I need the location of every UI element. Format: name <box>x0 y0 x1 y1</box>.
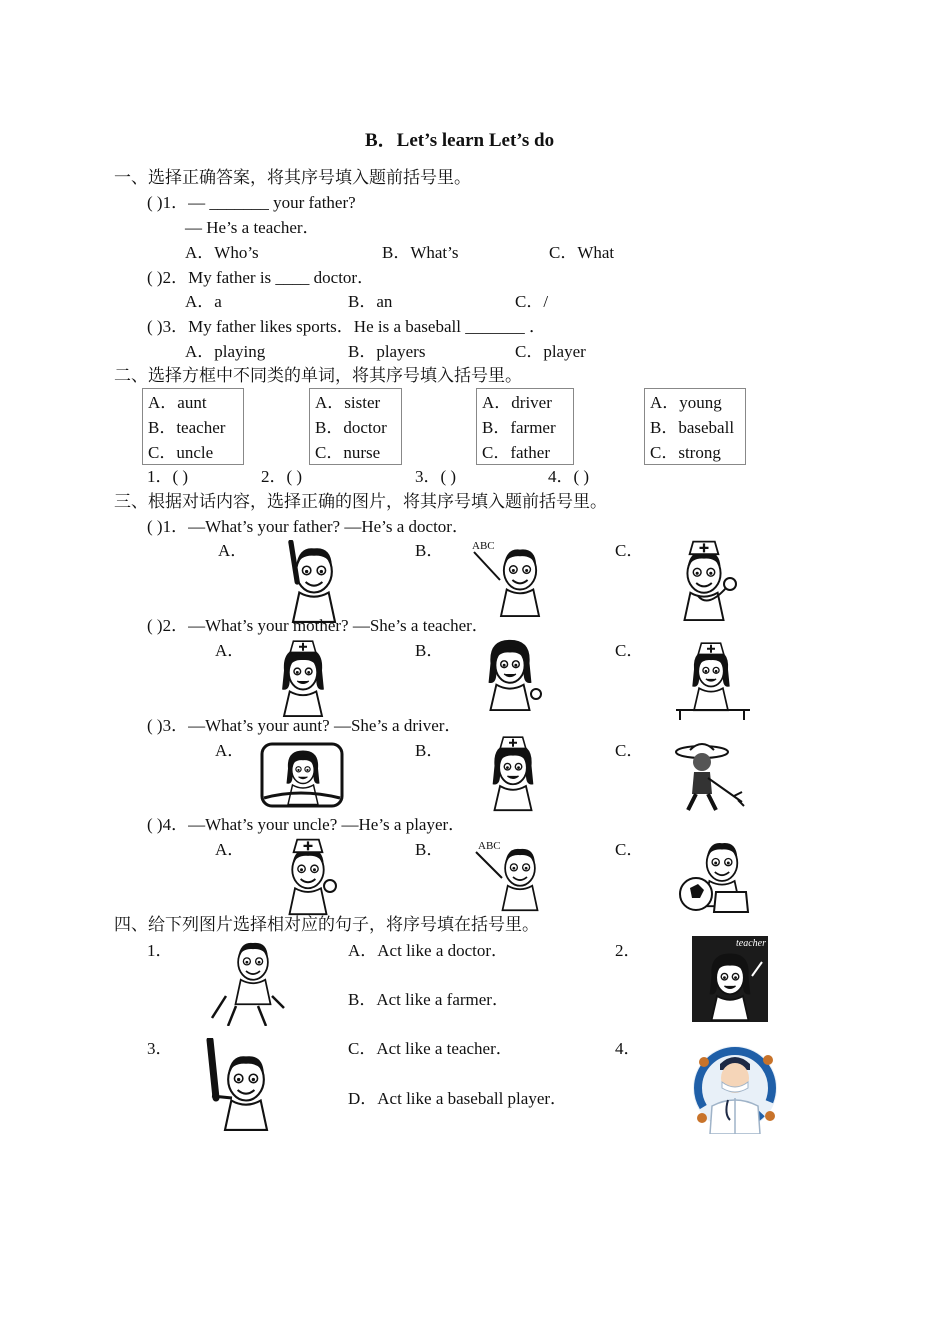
s4-number-2: 2． <box>615 941 641 960</box>
s3-q4-label-c: C． <box>615 840 644 859</box>
box-4-option-c: C．strong <box>650 443 721 462</box>
s2-answer-1[interactable]: 1．( ) <box>147 467 189 486</box>
s1-q2-option-b: B．an <box>348 292 393 311</box>
s1-q1-line2: — He’s a teacher． <box>185 218 320 237</box>
s1-q1-stem: ( )1．— _______ your father? <box>147 193 356 212</box>
boy-acting-picture <box>206 936 288 1026</box>
s4-sentence-a: A．Act like a doctor． <box>348 941 509 960</box>
s2-answer-3[interactable]: 3．( ) <box>415 467 457 486</box>
s3-q2-stem: ( )2．—What’s your mother? —She’s a teacher． <box>147 616 489 635</box>
section-1-heading: 一、选择正确答案，将其序号填入题前括号里。 <box>114 168 471 188</box>
s4-sentence-b: B．Act like a farmer． <box>348 990 509 1009</box>
s1-q2-option-a: A．a <box>185 292 222 311</box>
s3-q1-label-c: C． <box>615 541 644 560</box>
box-2-option-a: A．sister <box>315 393 381 412</box>
box-1-option-c: C．uncle <box>148 443 214 462</box>
s2-answer-2[interactable]: 2．( ) <box>261 467 303 486</box>
section-3-heading: 三、根据对话内容，选择正确的图片，将其序号填入题前括号里。 <box>114 492 607 512</box>
doctor-picture <box>668 538 742 622</box>
s1-q1-option-b: B．What’s <box>382 243 459 262</box>
s3-q2-label-a: A． <box>215 641 245 660</box>
s3-q3-stem: ( )3．—What’s your aunt? —She’s a driver． <box>147 716 462 735</box>
s3-q2-label-c: C． <box>615 641 644 660</box>
blackboard-abc-text: ABC <box>472 540 495 552</box>
teacher-picture <box>470 540 552 618</box>
s3-q1-label-b: B． <box>415 541 444 560</box>
s1-q1-option-a: A．Who’s <box>185 243 259 262</box>
s3-q3-label-a: A． <box>215 741 245 760</box>
s3-q4-label-b: B． <box>415 840 444 859</box>
s3-q2-label-b: B． <box>415 641 444 660</box>
s4-number-3: 3． <box>147 1039 173 1058</box>
s1-q3-option-a: A．playing <box>185 342 266 361</box>
s3-q3-label-c: C． <box>615 741 644 760</box>
s3-q4-label-a: A． <box>215 840 245 859</box>
box-1-option-b: B．teacher <box>148 418 226 437</box>
woman-teacher-picture <box>470 632 548 712</box>
baseball-batter-picture <box>198 1038 280 1134</box>
s4-sentence-d: D．Act like a baseball player． <box>348 1089 568 1108</box>
baseball-player-picture <box>282 540 346 624</box>
s1-q3-option-c: C．player <box>515 342 586 361</box>
s1-q3-stem: ( )3．My father likes sports．He is a baseball _______ ． <box>147 317 546 336</box>
box-3-option-c: C．father <box>482 443 550 462</box>
section-2-heading: 二、选择方框中不同类的单词，将其序号填入括号里。 <box>114 366 522 386</box>
word-box-1 <box>142 388 244 465</box>
blackboard-teacher-picture <box>692 936 768 1022</box>
s4-sentence-c: C．Act like a teacher． <box>348 1039 513 1058</box>
s1-q2-stem: ( )2．My father is ____ doctor． <box>147 268 375 287</box>
teacher-picture-2 <box>470 840 550 912</box>
word-box-2 <box>309 388 402 465</box>
s2-answer-4[interactable]: 4．( ) <box>548 467 590 486</box>
doctor-icon <box>690 1042 780 1134</box>
s3-q3-label-b: B． <box>415 741 444 760</box>
s1-q2-option-c: C．/ <box>515 292 549 311</box>
s4-number-4: 4． <box>615 1039 641 1058</box>
football-player-picture <box>676 836 758 914</box>
nurse-picture-2 <box>478 734 548 812</box>
page-title: B．Let’s learn Let’s do <box>365 130 555 151</box>
box-3-option-b: B．farmer <box>482 418 556 437</box>
s1-q1-option-c: C．What <box>549 243 615 262</box>
blackboard-abc-text-2: ABC <box>478 840 501 852</box>
box-1-option-a: A．aunt <box>148 393 207 412</box>
s1-q3-option-b: B．players <box>348 342 426 361</box>
box-2-option-c: C．nurse <box>315 443 381 462</box>
word-box-4 <box>644 388 746 465</box>
s3-q1-label-a: A． <box>218 541 248 560</box>
s4-number-1: 1． <box>147 941 173 960</box>
box-3-option-a: A．driver <box>482 393 552 412</box>
section-4-heading: 四、给下列图片选择相对应的句子，将序号填在括号里。 <box>114 915 539 935</box>
box-4-option-a: A．young <box>650 393 722 412</box>
box-2-option-b: B．doctor <box>315 418 387 437</box>
nurse-picture <box>268 638 338 718</box>
doctor-picture-2 <box>272 836 344 916</box>
blackboard-teacher-label: teacher <box>736 938 766 949</box>
nurse-desk-picture <box>670 640 752 720</box>
driver-picture <box>260 738 344 810</box>
box-4-option-b: B．baseball <box>650 418 735 437</box>
s3-q4-stem: ( )4．—What’s your uncle? —He’s a player． <box>147 815 466 834</box>
farmer-picture <box>668 738 746 814</box>
s3-q1-stem: ( )1．—What’s your father? —He’s a doctor． <box>147 517 469 536</box>
word-box-3 <box>476 388 574 465</box>
